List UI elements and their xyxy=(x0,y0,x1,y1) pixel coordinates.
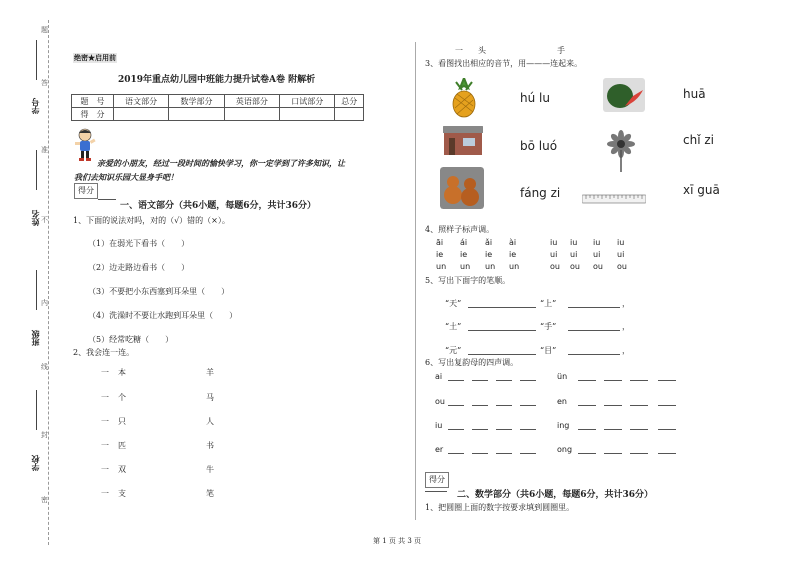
stroke-answer-line[interactable] xyxy=(468,307,536,308)
score-table xyxy=(71,94,364,121)
pineapple-icon xyxy=(446,78,482,118)
tone-syllable: ie xyxy=(460,250,468,259)
tone-blank[interactable] xyxy=(472,405,488,406)
match-noun[interactable]: 书 xyxy=(206,441,214,450)
score-table-header-row xyxy=(72,95,364,108)
tone-blank[interactable] xyxy=(496,380,512,381)
top-line-word-2: 头 xyxy=(478,46,486,55)
q1-item: （3）不要把小东西塞到耳朵里（ ） xyxy=(88,287,230,296)
section2-title: 二、数学部分（共6小题，每题6分，共计36分） xyxy=(457,490,654,500)
tone-syllable: ou xyxy=(593,262,603,271)
stroke-answer-line[interactable] xyxy=(568,307,620,308)
watermelon-icon xyxy=(603,78,645,112)
tone-blank[interactable] xyxy=(658,453,676,454)
intro-line-1: 亲爱的小朋友，经过一段时间的愉快学习，你一定学到了许多知识，让 xyxy=(97,158,345,168)
stroke-char: “元” xyxy=(445,346,462,355)
margin-label-name: 姓名 xyxy=(30,210,40,226)
ruler-icon xyxy=(582,193,646,205)
page-footer: 第 1 页 共 3 页 xyxy=(373,537,422,545)
score-cell[interactable] xyxy=(280,108,335,121)
stroke-answer-line[interactable] xyxy=(468,330,536,331)
tone-blank[interactable] xyxy=(630,380,648,381)
margin-rule xyxy=(36,150,37,190)
tone-blank[interactable] xyxy=(472,453,488,454)
match-measure-word[interactable]: 双 xyxy=(118,465,126,474)
tone-syllable: ui xyxy=(617,250,625,259)
margin-label-class: 班级 xyxy=(30,330,40,346)
section2-score-line xyxy=(425,491,447,492)
tone-blank[interactable] xyxy=(472,380,488,381)
tone-blank[interactable] xyxy=(496,429,512,430)
intro-line-2: 我们去知识乐园大显身手吧！ xyxy=(74,172,178,182)
tone-syllable: ie xyxy=(509,250,517,259)
score-header-cell: 语文部分 xyxy=(113,95,168,108)
score-cell[interactable] xyxy=(224,108,279,121)
tone-syllable: iu xyxy=(617,238,625,247)
vowel-label: ing xyxy=(557,421,570,430)
tone-blank[interactable] xyxy=(630,405,648,406)
stroke-answer-line[interactable] xyxy=(568,330,620,331)
vowel-label: ong xyxy=(557,445,573,454)
tone-blank[interactable] xyxy=(658,380,676,381)
pinyin-hua: huā xyxy=(683,87,706,101)
q1-item: （4）洗澡时不要让水跑到耳朵里（ ） xyxy=(88,311,238,320)
comma: ， xyxy=(622,322,630,331)
tone-blank[interactable] xyxy=(604,453,622,454)
stroke-char: “目” xyxy=(540,346,557,355)
flower-icon xyxy=(605,130,637,172)
tone-syllable: ui xyxy=(593,250,601,259)
match-measure-word[interactable]: 只 xyxy=(118,417,126,426)
stroke-char: “天” xyxy=(445,299,462,308)
margin-mark: 题 xyxy=(41,26,48,34)
tone-blank[interactable] xyxy=(472,429,488,430)
tone-syllable: ie xyxy=(436,250,444,259)
tone-blank[interactable] xyxy=(578,380,596,381)
q3-prompt: 3、看图找出相应的音节，用———连起来。 xyxy=(425,59,583,68)
margin-mark: 答 xyxy=(41,79,48,87)
score-header-cell: 总分 xyxy=(335,95,364,108)
tone-syllable: ài xyxy=(509,238,517,247)
section1-score-line xyxy=(98,199,116,200)
tone-syllable: ui xyxy=(550,250,558,259)
tone-syllable: ou xyxy=(617,262,627,271)
tone-blank[interactable] xyxy=(520,380,536,381)
q1-item: （2）边走路边看书（ ） xyxy=(88,263,190,272)
q6-prompt: 6、写出复韵母的四声调。 xyxy=(425,358,519,367)
house-icon xyxy=(441,126,485,156)
tone-blank[interactable] xyxy=(658,405,676,406)
pinyin-hulu: hú lu xyxy=(520,91,550,105)
match-noun[interactable]: 笔 xyxy=(206,489,214,498)
match-noun[interactable]: 马 xyxy=(206,393,214,402)
tone-blank[interactable] xyxy=(658,429,676,430)
tone-blank[interactable] xyxy=(578,453,596,454)
section2-q1-prompt: 1、把圆圈上面的数字按要求填到圆圈里。 xyxy=(425,503,575,512)
score-cell[interactable] xyxy=(113,108,168,121)
section2-score-box: 得分 xyxy=(425,472,449,488)
tone-syllable: ái xyxy=(460,238,468,247)
score-table-score-row xyxy=(72,108,364,121)
tone-syllable: un xyxy=(485,262,496,271)
column-divider xyxy=(415,42,416,520)
pinyin-xigua: xī guā xyxy=(683,183,720,197)
tone-blank[interactable] xyxy=(578,429,596,430)
vowel-label: en xyxy=(557,397,567,406)
margin-mark: 内 xyxy=(41,299,48,307)
comma: ， xyxy=(622,299,630,308)
tone-blank[interactable] xyxy=(448,453,464,454)
page-title: 2019年重点幼儿园中班能力提升试卷A卷 附解析 xyxy=(118,75,316,85)
margin-rule xyxy=(36,390,37,430)
margin-mark: 封 xyxy=(41,431,48,439)
stroke-char: “上” xyxy=(540,299,557,308)
stroke-answer-line[interactable] xyxy=(568,354,620,355)
tone-blank[interactable] xyxy=(448,405,464,406)
tone-syllable: ui xyxy=(570,250,578,259)
vowel-label: iu xyxy=(435,421,443,430)
tone-syllable: iu xyxy=(550,238,558,247)
top-line-word-1: 一 xyxy=(455,46,463,55)
match-measure-word[interactable]: 支 xyxy=(118,489,126,498)
match-left-dash: 一 xyxy=(101,417,109,426)
pinyin-fangzi: fáng zi xyxy=(520,186,561,200)
score-header-cell: 题 号 xyxy=(72,95,114,108)
margin-rule xyxy=(36,270,37,310)
binding-dashed-line xyxy=(48,20,49,545)
tone-blank[interactable] xyxy=(578,405,596,406)
score-cell[interactable] xyxy=(335,108,364,121)
gourd-icon xyxy=(440,167,484,209)
q5-prompt: 5、写出下面字的笔顺。 xyxy=(425,276,511,285)
margin-label-school: 学校 xyxy=(30,455,40,471)
cartoon-boy-icon xyxy=(74,128,96,162)
tone-blank[interactable] xyxy=(630,453,648,454)
tone-syllable: āi xyxy=(436,238,444,247)
vowel-label: er xyxy=(435,445,444,454)
match-noun[interactable]: 人 xyxy=(206,417,214,426)
tone-syllable: iu xyxy=(593,238,601,247)
tone-syllable: ou xyxy=(550,262,560,271)
q4-prompt: 4、照样子标声调。 xyxy=(425,225,495,234)
score-cell[interactable] xyxy=(169,108,224,121)
pinyin-chizi: chǐ zi xyxy=(683,133,714,147)
tone-syllable: un xyxy=(460,262,471,271)
match-left-dash: 一 xyxy=(101,441,109,450)
secret-label: 绝密★启用前 xyxy=(74,53,116,62)
q1-prompt: 1、下面的说法对吗，对的（√）错的（×）。 xyxy=(73,216,230,225)
tone-blank[interactable] xyxy=(520,429,536,430)
score-header-cell: 英语部分 xyxy=(224,95,279,108)
tone-blank[interactable] xyxy=(604,380,622,381)
tone-syllable: ǎi xyxy=(485,238,493,247)
match-left-dash: 一 xyxy=(101,368,109,377)
tone-syllable: un xyxy=(509,262,520,271)
top-line-word-3: 手 xyxy=(557,46,565,55)
margin-mark: 准 xyxy=(41,146,48,154)
tone-syllable: un xyxy=(436,262,447,271)
tone-blank[interactable] xyxy=(604,429,622,430)
margin-mark: 密 xyxy=(41,496,48,504)
pinyin-boluo: bō luó xyxy=(520,139,558,153)
tone-blank[interactable] xyxy=(448,429,464,430)
q1-item: （5）经常吃糖（ ） xyxy=(88,335,174,344)
tone-syllable: iu xyxy=(570,238,578,247)
vowel-label: ou xyxy=(435,397,445,406)
tone-syllable: ie xyxy=(485,250,493,259)
tone-blank[interactable] xyxy=(520,453,536,454)
tone-blank[interactable] xyxy=(496,405,512,406)
score-row-label: 得 分 xyxy=(72,108,114,121)
tone-blank[interactable] xyxy=(496,453,512,454)
tone-blank[interactable] xyxy=(448,380,464,381)
match-measure-word[interactable]: 本 xyxy=(118,368,126,377)
q1-item: （1）在弱光下看书（ ） xyxy=(88,239,190,248)
match-left-dash: 一 xyxy=(101,393,109,402)
comma: ， xyxy=(622,346,630,355)
stroke-char: “手” xyxy=(540,322,557,331)
tone-blank[interactable] xyxy=(604,405,622,406)
section1-score-box: 得分 xyxy=(74,183,98,199)
q2-prompt: 2、我会连一连。 xyxy=(73,348,135,357)
match-measure-word[interactable]: 个 xyxy=(118,393,126,402)
section1-title: 一、语文部分（共6小题，每题6分，共计36分） xyxy=(120,201,317,211)
score-header-cell: 数学部分 xyxy=(169,95,224,108)
margin-rule xyxy=(36,40,37,80)
stroke-char: “土” xyxy=(445,322,462,331)
match-measure-word[interactable]: 匹 xyxy=(118,441,126,450)
vowel-label: ai xyxy=(435,372,443,381)
match-left-dash: 一 xyxy=(101,489,109,498)
margin-label-student-id: 学号 xyxy=(30,98,40,114)
tone-blank[interactable] xyxy=(630,429,648,430)
stroke-answer-line[interactable] xyxy=(468,354,536,355)
vowel-label: ün xyxy=(557,372,568,381)
margin-mark: 线 xyxy=(41,363,48,371)
margin-mark: 不 xyxy=(41,216,48,224)
match-noun[interactable]: 羊 xyxy=(206,368,214,377)
match-left-dash: 一 xyxy=(101,465,109,474)
score-header-cell: 口试部分 xyxy=(280,95,335,108)
match-noun[interactable]: 牛 xyxy=(206,465,214,474)
tone-blank[interactable] xyxy=(520,405,536,406)
tone-syllable: ou xyxy=(570,262,580,271)
